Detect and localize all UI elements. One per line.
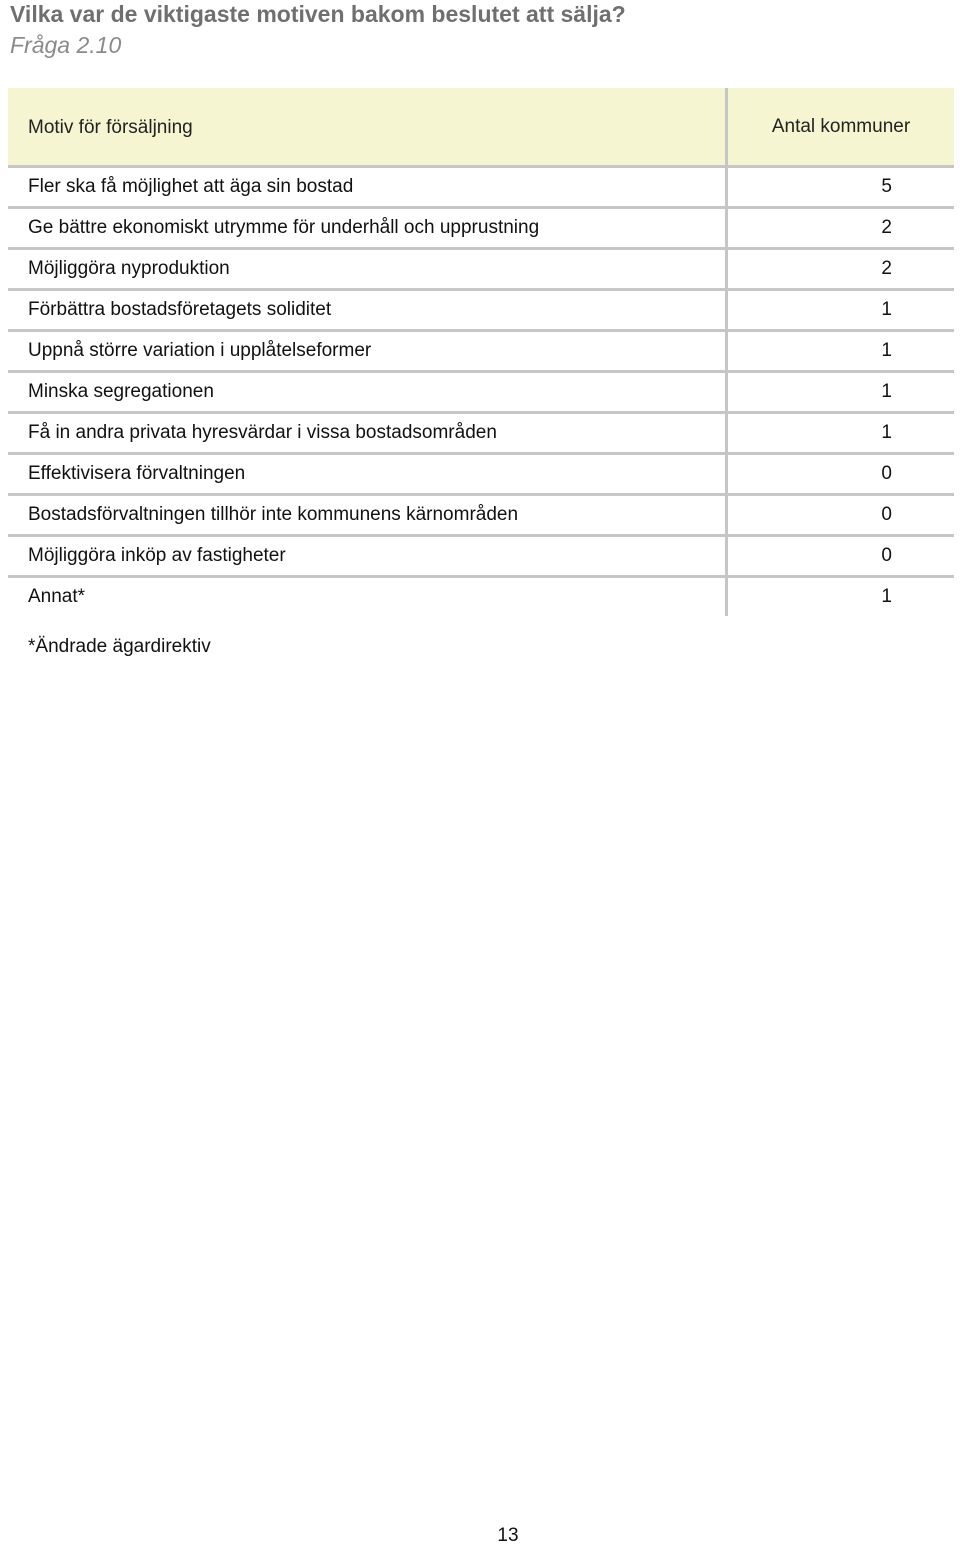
- municipality-count: 1: [725, 414, 954, 452]
- municipality-count: 1: [725, 332, 954, 370]
- column-header-motive: Motiv för försäljning: [28, 116, 193, 138]
- table-row: [8, 291, 954, 332]
- footnote: *Ändrade ägardirektiv: [28, 636, 211, 657]
- municipality-count: 5: [725, 168, 954, 206]
- table-row: [8, 578, 954, 616]
- page-number: 13: [497, 1525, 519, 1546]
- table-row: [8, 332, 954, 373]
- table-row: [8, 455, 954, 496]
- motive-label: Fler ska få möjlighet att äga sin bostad: [28, 176, 354, 197]
- column-header-count: Antal kommuner: [725, 88, 954, 165]
- motives-table: [8, 88, 954, 616]
- table-row: [8, 414, 954, 455]
- municipality-count: 2: [725, 209, 954, 247]
- motive-label: Ge bättre ekonomiskt utrymme för underhåll och upprustning: [28, 217, 540, 238]
- page-title: Vilka var de viktigaste motiven bakom beslutet att sälja?: [10, 1, 626, 27]
- municipality-count: 0: [725, 496, 954, 534]
- table-row: [8, 496, 954, 537]
- motive-label: Minska segregationen: [28, 381, 214, 402]
- motive-label: Uppnå större variation i upplåtelseformer: [28, 340, 372, 361]
- motive-label: Möjliggöra inköp av fastigheter: [28, 545, 286, 566]
- municipality-count: 1: [725, 291, 954, 329]
- motive-label: Annat*: [28, 586, 86, 607]
- table-header: [8, 88, 954, 168]
- motive-label: Bostadsförvaltningen tillhör inte kommunens kärnområden: [28, 504, 519, 525]
- municipality-count: 2: [725, 250, 954, 288]
- question-reference: Fråga 2.10: [10, 32, 122, 58]
- municipality-count: 1: [725, 373, 954, 411]
- table-row: [8, 250, 954, 291]
- motive-label: Möjliggöra nyproduktion: [28, 258, 230, 279]
- motive-label: Effektivisera förvaltningen: [28, 463, 246, 484]
- municipality-count: 1: [725, 578, 954, 616]
- table-row: [8, 537, 954, 578]
- table-body: [8, 168, 954, 616]
- table-row: [8, 373, 954, 414]
- motive-label: Få in andra privata hyresvärdar i vissa bostadsområden: [28, 422, 497, 443]
- municipality-count: 0: [725, 455, 954, 493]
- motive-label: Förbättra bostadsföretagets soliditet: [28, 299, 332, 320]
- table-row: [8, 209, 954, 250]
- table-row: [8, 168, 954, 209]
- municipality-count: 0: [725, 537, 954, 575]
